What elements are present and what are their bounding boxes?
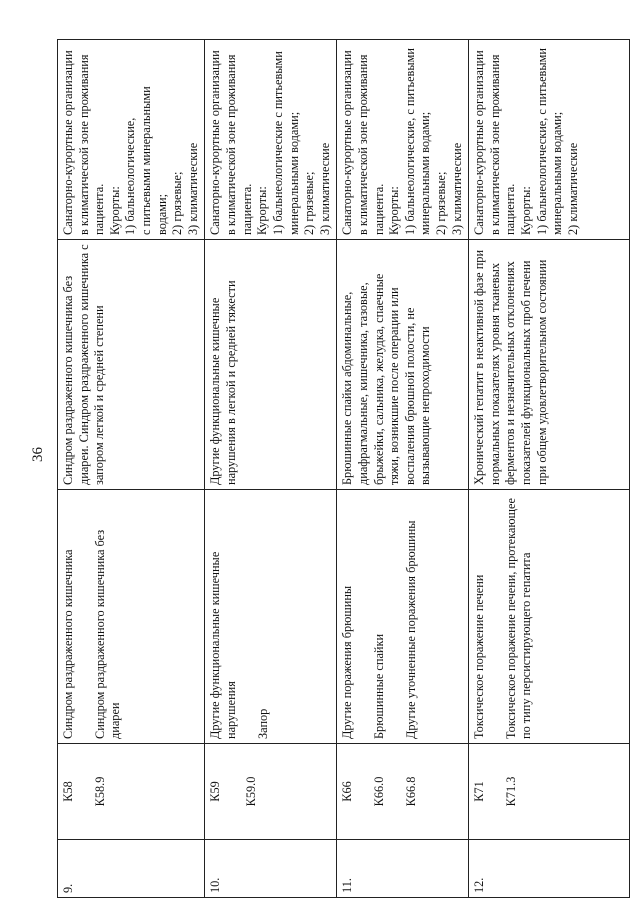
icd-code-cell bbox=[337, 744, 469, 840]
disease-name: Токсическое поражение печени bbox=[472, 574, 487, 739]
disease-name-cell bbox=[469, 490, 630, 744]
icd-code: К58 bbox=[61, 781, 75, 802]
resort-line: 2) климатические bbox=[565, 142, 580, 235]
conditions-cell: Синдром раздраженного кишечника без диареи. Синдром раздраженного кишечника с запором легкой и средней степени bbox=[58, 240, 205, 490]
icd-code: К59.0 bbox=[244, 776, 259, 807]
resort-line: Санаторно-курортные организации в климатической зоне проживания пациента. bbox=[472, 50, 518, 235]
resort-line: 1) бальнеологические с питьевыми минеральными водами; bbox=[270, 51, 301, 235]
disease-name: Другие функциональные кишечные нарушения bbox=[208, 551, 239, 739]
icd-code: К58.9 bbox=[92, 776, 107, 807]
icd-code: К66.8 bbox=[403, 776, 418, 807]
row-number: 11. bbox=[337, 840, 469, 898]
table-row bbox=[337, 40, 469, 898]
disease-name-cell bbox=[337, 490, 469, 744]
disease-name-cell bbox=[58, 490, 205, 744]
table-row bbox=[58, 40, 205, 898]
resort-line: 1) бальнеологические, bbox=[123, 117, 138, 235]
icd-code: К66.0 bbox=[371, 776, 386, 807]
resort-indications-table bbox=[57, 39, 630, 898]
disease-name: Другие уточненные поражения брюшины bbox=[403, 520, 418, 739]
disease-name: Токсическое поражение печени, протекающее по типу персистирующего гепатита bbox=[503, 498, 534, 739]
resort-line: 1) бальнеологические, с питьевыми минеральными водами; bbox=[534, 48, 565, 235]
resort-line: Санаторно-курортные организации в климатической зоне проживания пациента. bbox=[208, 50, 254, 235]
resorts-cell bbox=[205, 40, 337, 240]
resorts-cell bbox=[58, 40, 205, 240]
row-number: 10. bbox=[205, 840, 337, 898]
rotated-page-content bbox=[57, 40, 583, 898]
icd-code: К66 bbox=[340, 781, 355, 802]
conditions-cell: Брюшинные спайки абдоминальные, диафрагмальные, кишечника, тазовые, брыжейки, сальника, желудка, спаечные тяжи, возникшие после операции или воспаления брюшной полости, не вызывающие непроходимости bbox=[337, 240, 469, 490]
icd-code: К71 bbox=[472, 781, 487, 802]
disease-name-cell bbox=[205, 490, 337, 744]
resorts-cell bbox=[469, 40, 630, 240]
table-row bbox=[469, 40, 630, 898]
disease-name: Синдром раздраженного кишечника без диареи bbox=[92, 529, 123, 739]
disease-name: Брюшинные спайки bbox=[371, 633, 386, 739]
resort-line: 2) грязевые; bbox=[302, 171, 317, 235]
icd-code: К71.3 bbox=[503, 776, 518, 807]
resort-line: Санаторно-курортные организации в климатической зоне проживания пациента. bbox=[340, 50, 386, 235]
icd-code-cell bbox=[205, 744, 337, 840]
conditions-cell: Хронический гепатит в неактивной фазе при нормальных показателях уровня тканевых ферментов и незначительных отклонениях показателей функциональных проб печени при общем удовлетворительном состоянии bbox=[469, 240, 630, 490]
disease-name: Синдром раздраженного кишечника bbox=[61, 549, 75, 739]
row-number: 12. bbox=[469, 840, 630, 898]
resort-line: Курорты: bbox=[519, 186, 534, 235]
row-number: 9. bbox=[58, 840, 205, 898]
resort-line: с питьевыми минеральными водами; bbox=[139, 86, 169, 235]
resort-line: 3) климатические bbox=[317, 142, 332, 235]
resort-line: Курорты: bbox=[107, 186, 122, 235]
resorts-cell bbox=[337, 40, 469, 240]
icd-code-cell bbox=[58, 744, 205, 840]
page-number: 36 bbox=[30, 447, 46, 462]
resort-line: Курорты: bbox=[387, 186, 402, 235]
resort-line: 3) климатические bbox=[449, 142, 464, 235]
icd-code: К59 bbox=[208, 781, 223, 802]
resort-line: 1) бальнеологические, с питьевыми минеральными водами; bbox=[402, 48, 433, 235]
disease-name: Другие поражения брюшины bbox=[340, 585, 355, 739]
resort-line: 2) грязевые; bbox=[170, 171, 185, 235]
conditions-cell: Другие функциональные кишечные нарушения в легкой и средней тяжести bbox=[205, 240, 337, 490]
resort-line: 2) грязевые; bbox=[434, 171, 449, 235]
disease-name: Запор bbox=[255, 708, 270, 739]
resort-line: 3) климатические bbox=[185, 142, 200, 235]
icd-code-cell bbox=[469, 744, 630, 840]
resort-line: Курорты: bbox=[255, 186, 270, 235]
table-row bbox=[205, 40, 337, 898]
resort-line: Санаторно-курортные организации в климатической зоне проживания пациента. bbox=[61, 50, 107, 235]
